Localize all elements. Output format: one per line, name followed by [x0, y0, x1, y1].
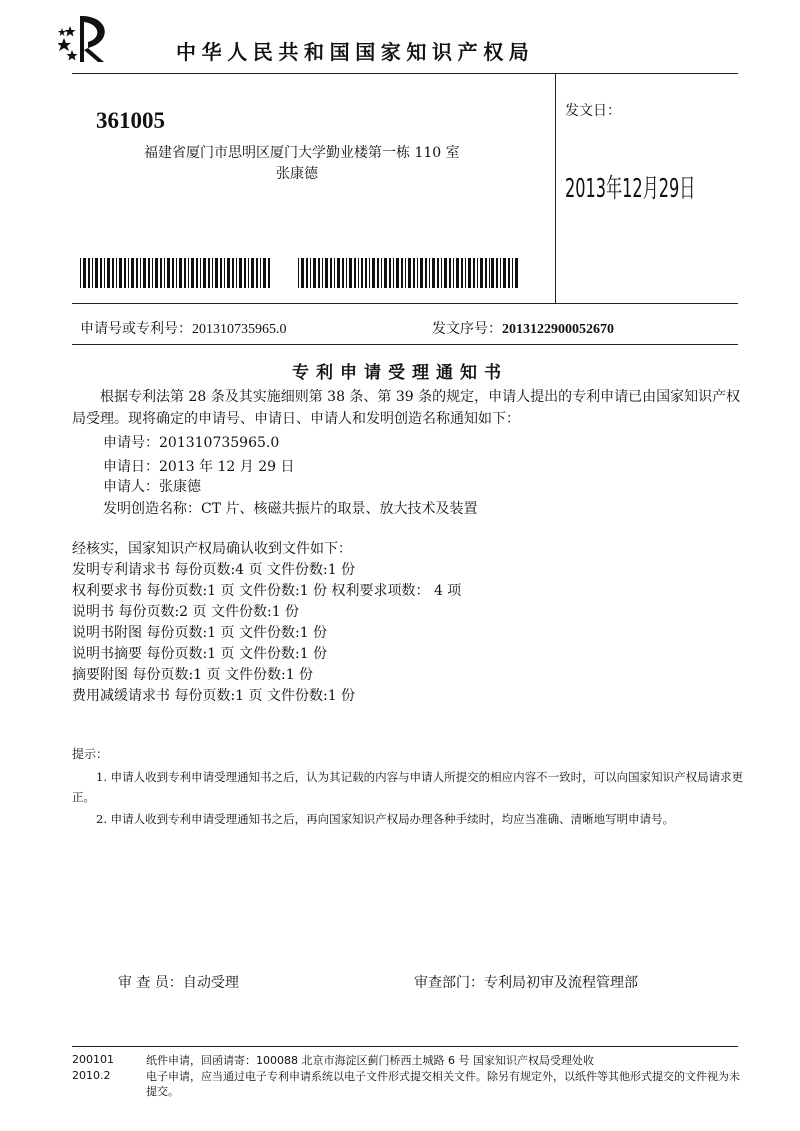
- barcode-bar: [461, 258, 463, 288]
- barcode-bar: [200, 258, 201, 288]
- barcode-bar: [239, 258, 242, 288]
- barcode-bar: [310, 258, 311, 288]
- barcode-bar: [330, 258, 332, 288]
- barcode-bar: [503, 258, 506, 288]
- document-item: 权利要求书 每份页数:1 页 文件份数:1 份 权利要求项数： 4 项: [72, 583, 462, 599]
- barcode-bar: [301, 258, 304, 288]
- barcode-bar: [212, 258, 213, 288]
- notice-intro: 根据专利法第 28 条及其实施细则第 38 条、第 39 条的规定，申请人提出的专利申请已由国家知识产权局受理。现将确定的申请号、申请日、申请人和发明创造名称通知如下：: [72, 389, 741, 427]
- barcode-bar: [432, 258, 435, 288]
- barcode-bar: [429, 258, 430, 288]
- barcode-bar: [119, 258, 122, 288]
- barcode-bar: [107, 258, 110, 288]
- barcode-bar: [405, 258, 406, 288]
- barcode-bar: [124, 258, 126, 288]
- barcode-bar: [369, 258, 370, 288]
- barcode-bar: [441, 258, 442, 288]
- barcode-bar: [372, 258, 375, 288]
- tip-item: 2. 申请人收到专利申请受理通知书之后，再向国家知识产权局办理各种手续时，均应当准确、清晰地写明申请号。: [96, 812, 675, 826]
- barcode-bar: [453, 258, 454, 288]
- document-item: 发明专利请求书 每份页数:4 页 文件份数:1 份: [72, 562, 356, 578]
- form-version: 2010.2: [72, 1069, 111, 1082]
- barcode-bar: [425, 258, 427, 288]
- barcode-bar: [128, 258, 129, 288]
- barcode-bar: [381, 258, 382, 288]
- barcode-bar: [112, 258, 114, 288]
- barcode-bar: [268, 258, 270, 288]
- field-invention-title: 发明创造名称：CT 片、核磁共振片的取景、放大技术及装置: [103, 501, 478, 517]
- barcode-bar: [313, 258, 316, 288]
- barcode-bar: [92, 258, 93, 288]
- barcode-bar: [408, 258, 411, 288]
- barcode-bar: [95, 258, 98, 288]
- barcode-bar: [318, 258, 320, 288]
- document-item: 说明书摘要 每份页数:1 页 文件份数:1 份: [72, 646, 328, 662]
- barcode-bar: [325, 258, 328, 288]
- barcode-bar: [417, 258, 418, 288]
- recipient-name: 张康德: [276, 166, 318, 182]
- barcode-bar: [224, 258, 225, 288]
- barcode-bar: [437, 258, 439, 288]
- barcode-bar: [140, 258, 141, 288]
- barcode-bar: [396, 258, 399, 288]
- barcode-bar: [322, 258, 323, 288]
- field-application-date: 申请日：2013 年 12 月 29 日: [103, 459, 295, 475]
- barcode-bar: [489, 258, 490, 288]
- barcode-bar: [401, 258, 403, 288]
- barcode-bar: [80, 258, 81, 288]
- barcode-bar: [104, 258, 105, 288]
- barcode-bar: [389, 258, 391, 288]
- barcode-bar: [512, 258, 513, 288]
- barcode-bar: [480, 258, 483, 288]
- barcode-bar: [83, 258, 86, 288]
- document-item: 费用减缓请求书 每份页数:1 页 文件份数:1 份: [72, 688, 356, 704]
- examining-department: 审查部门：专利局初审及流程管理部: [414, 975, 638, 991]
- application-number-value: 201310735965.0: [192, 322, 287, 337]
- serial-number-value: 2013122900052670: [502, 322, 614, 337]
- barcode-bar: [515, 258, 518, 288]
- examiner: 审 查 员：自动受理: [118, 975, 239, 991]
- barcode-bar: [208, 258, 210, 288]
- application-number: [80, 318, 287, 338]
- barcode-bar: [473, 258, 475, 288]
- send-date-stamp: 2013年12月29日: [565, 174, 696, 204]
- barcode-bar: [160, 258, 162, 288]
- receipt-confirmation: 经核实，国家知识产权局确认收到文件如下：: [72, 541, 352, 557]
- numbers-rule: [72, 344, 738, 345]
- barcode-bar: [88, 258, 90, 288]
- barcode-bar: [179, 258, 182, 288]
- barcode-right: [298, 258, 520, 288]
- barcode-bar: [256, 258, 258, 288]
- barcode-bar: [485, 258, 487, 288]
- barcode-bar: [477, 258, 478, 288]
- barcode-bar: [215, 258, 218, 288]
- barcode-bar: [196, 258, 198, 288]
- barcode-bar: [148, 258, 150, 288]
- barcode-bar: [164, 258, 165, 288]
- barcode-left: [80, 258, 272, 288]
- document-item: 摘要附图 每份页数:1 页 文件份数:1 份: [72, 667, 314, 683]
- form-code: 200101: [72, 1053, 114, 1066]
- barcode-bar: [342, 258, 344, 288]
- barcode-bar: [456, 258, 459, 288]
- barcode-bar: [188, 258, 189, 288]
- mailing-address: 福建省厦门市思明区厦门大学勤业楼第一栋 110 室: [144, 145, 460, 161]
- notice-title: 专利申请受理通知书: [292, 363, 508, 383]
- barcode-bar: [298, 258, 299, 288]
- barcode-bar: [337, 258, 340, 288]
- barcode-bar: [263, 258, 266, 288]
- barcode-bar: [354, 258, 356, 288]
- barcode-bar: [384, 258, 387, 288]
- tip-item: 1. 申请人收到专利申请受理通知书之后，认为其记载的内容与申请人所提交的相应内容不一致时，可以向国家知识产权局请求更正。: [72, 770, 744, 804]
- barcode-bar: [131, 258, 134, 288]
- barcode-bar: [413, 258, 415, 288]
- barcode-bar: [176, 258, 177, 288]
- paper-filing-note: 纸件申请，回函请寄：100088 北京市海淀区蓟门桥西土城路 6 号 国家知识产权局受理处收: [146, 1054, 594, 1067]
- barcode-bar: [377, 258, 379, 288]
- barcode-bar: [491, 258, 494, 288]
- barcode-bar: [236, 258, 237, 288]
- tips-label: 提示：: [72, 747, 109, 761]
- barcode-bar: [232, 258, 234, 288]
- barcode-bar: [191, 258, 194, 288]
- barcode-bar: [248, 258, 249, 288]
- field-application-number: 申请号：201310735965.0: [103, 435, 280, 451]
- barcode-bar: [116, 258, 117, 288]
- barcode-bar: [465, 258, 466, 288]
- barcode-bar: [172, 258, 174, 288]
- send-date-label: 发文日：: [565, 103, 621, 119]
- barcode-bar: [136, 258, 138, 288]
- column-divider: [555, 73, 556, 303]
- barcode-bar: [167, 258, 170, 288]
- barcode-bar: [468, 258, 471, 288]
- barcode-bar: [361, 258, 364, 288]
- barcode-bar: [100, 258, 102, 288]
- barcode-bar: [152, 258, 153, 288]
- barcode-bar: [155, 258, 158, 288]
- barcode-bar: [420, 258, 423, 288]
- postcode: 361005: [96, 108, 165, 133]
- serial-number-label: 发文序号：: [432, 321, 502, 337]
- barcode-bar: [449, 258, 451, 288]
- barcode-bar: [306, 258, 308, 288]
- office-name: 中华人民共和国国家知识产权局: [176, 40, 535, 64]
- barcode-bar: [365, 258, 367, 288]
- barcode-bar: [251, 258, 254, 288]
- document-item: 说明书 每份页数:2 页 文件份数:1 份: [72, 604, 300, 620]
- field-applicant: 申请人：张康德: [103, 479, 201, 495]
- barcode-bar: [203, 258, 206, 288]
- barcode-bar: [334, 258, 335, 288]
- footer-rule: [72, 1046, 738, 1047]
- office-logo: [58, 12, 114, 64]
- barcode-bar: [244, 258, 246, 288]
- barcode-bar: [496, 258, 498, 288]
- electronic-filing-note: 电子申请，应当通过电子专利申请系统以电子文件形式提交相关文件。除另有规定外，以纸件等其他形式提交的文件视为未提交。: [146, 1070, 740, 1098]
- application-number-label: 申请号或专利号：: [80, 321, 192, 337]
- barcode-bar: [393, 258, 394, 288]
- serial-number: [432, 318, 614, 338]
- barcode-bar: [184, 258, 186, 288]
- barcode-bar: [500, 258, 501, 288]
- header-rule: [72, 73, 738, 74]
- barcode-bar: [508, 258, 510, 288]
- barcode-bar: [346, 258, 347, 288]
- barcode-bar: [220, 258, 222, 288]
- barcode-bar: [358, 258, 359, 288]
- address-rule: [72, 303, 738, 304]
- document-item: 说明书附图 每份页数:1 页 文件份数:1 份: [72, 625, 328, 641]
- barcode-bar: [444, 258, 447, 288]
- barcode-bar: [143, 258, 146, 288]
- barcode-bar: [349, 258, 352, 288]
- barcode-bar: [227, 258, 230, 288]
- barcode-bar: [260, 258, 261, 288]
